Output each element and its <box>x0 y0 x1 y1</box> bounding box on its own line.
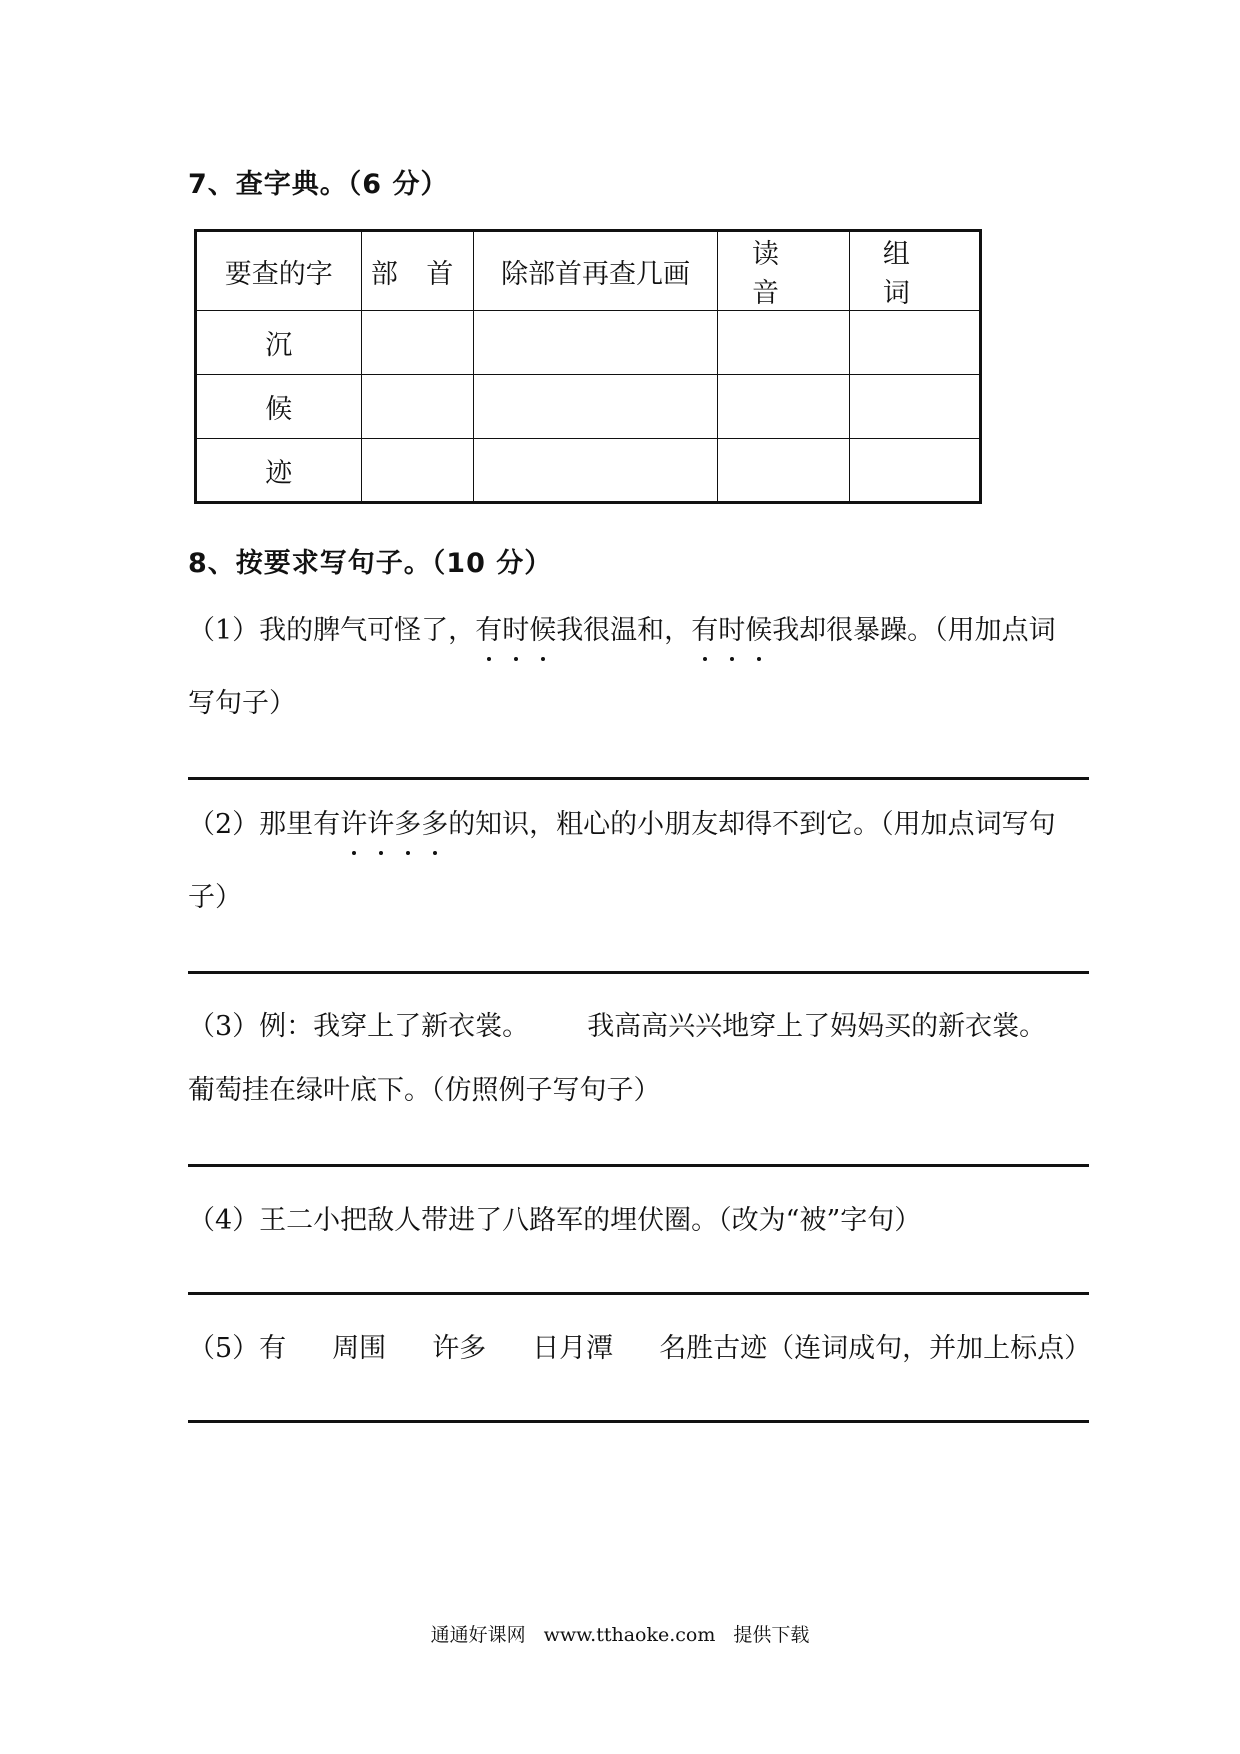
header-radical: 部 首 <box>361 231 473 311</box>
question-7-title: 7、查字典。（6 分） <box>188 169 449 200</box>
sentence-1-text-c: 我却很暴躁。（用加点词 <box>772 615 1056 646</box>
table-row <box>196 439 981 503</box>
radical-answer-cell[interactable] <box>361 439 473 503</box>
word-4: 日月潭 <box>532 1333 614 1364</box>
answer-line-4[interactable] <box>188 1292 1089 1295</box>
dotted-char: 多 <box>421 802 448 841</box>
sentence-2-line-1 <box>188 802 1056 841</box>
pronunciation-answer-cell[interactable] <box>718 439 849 503</box>
header-word: 组 词 <box>849 231 980 311</box>
header-pronunciation: 读 音 <box>718 231 849 311</box>
dotted-char: 候 <box>745 608 772 647</box>
word-answer-cell[interactable] <box>849 375 980 439</box>
sentence-5 <box>188 1326 1091 1365</box>
sentence-1-line-1 <box>188 608 1056 647</box>
dotted-char: 有 <box>475 608 502 647</box>
word-5-instruction: 名胜古迹（连词成句，并加上标点） <box>659 1333 1092 1364</box>
pronunciation-answer-cell[interactable] <box>718 311 849 375</box>
answer-line-1[interactable] <box>188 777 1089 780</box>
sentence-3-line-2: 葡萄挂在绿叶底下。（仿照例子写句子） <box>188 1075 661 1106</box>
answer-line-2[interactable] <box>188 971 1089 974</box>
dotted-char: 时 <box>718 608 745 647</box>
sentence-3-example: （3）例：我穿上了新衣裳。 <box>188 1011 530 1042</box>
word-answer-cell[interactable] <box>849 311 980 375</box>
word-3: 许多 <box>432 1333 487 1364</box>
header-char: 要查的字 <box>196 231 362 311</box>
strokes-answer-cell[interactable] <box>473 439 718 503</box>
dotted-char: 时 <box>502 608 529 647</box>
sentence-1-text-b: 我很温和， <box>556 615 692 646</box>
char-cell: 沉 <box>196 311 362 375</box>
sentence-2-line-2: 子） <box>188 882 242 913</box>
dotted-char: 候 <box>529 608 556 647</box>
word-answer-cell[interactable] <box>849 439 980 503</box>
footer <box>0 1620 1240 1647</box>
footer-download-text: 提供下载 <box>733 1624 810 1646</box>
answer-line-3[interactable] <box>188 1164 1089 1167</box>
strokes-answer-cell[interactable] <box>473 375 718 439</box>
char-cell: 候 <box>196 375 362 439</box>
footer-url[interactable]: www.tthaoke.com <box>543 1624 716 1646</box>
answer-line-5[interactable] <box>188 1420 1089 1423</box>
table-row <box>196 311 981 375</box>
sentence-1-line-2: 写句子） <box>188 688 296 719</box>
table-row <box>196 375 981 439</box>
dotted-char: 许 <box>340 802 367 841</box>
word-2: 周围 <box>332 1333 387 1364</box>
question-8-title: 8、按要求写句子。（10 分） <box>188 548 553 579</box>
word-1: （5）有 <box>188 1333 287 1364</box>
sentence-3-expanded: 我高高兴兴地穿上了妈妈买的新衣裳。 <box>587 1011 1047 1042</box>
footer-site-name: 通通好课网 <box>430 1624 526 1646</box>
sentence-1-text-a: （1）我的脾气可怪了， <box>188 615 476 646</box>
dotted-char: 有 <box>691 608 718 647</box>
radical-answer-cell[interactable] <box>361 375 473 439</box>
dotted-char: 多 <box>394 802 421 841</box>
table-header-row <box>196 231 981 311</box>
pronunciation-answer-cell[interactable] <box>718 375 849 439</box>
header-strokes: 除部首再查几画 <box>473 231 718 311</box>
sentence-2-text-b: 的知识，粗心的小朋友却得不到它。（用加点词写句 <box>448 809 1056 840</box>
dotted-char: 许 <box>367 802 394 841</box>
sentence-4: （4）王二小把敌人带进了八路军的埋伏圈。（改为“被”字句） <box>188 1205 922 1236</box>
sentence-2-text-a: （2）那里有 <box>188 809 341 840</box>
char-cell: 迹 <box>196 439 362 503</box>
sentence-3-line-1 <box>188 1004 1046 1043</box>
dictionary-table <box>194 229 982 504</box>
radical-answer-cell[interactable] <box>361 311 473 375</box>
strokes-answer-cell[interactable] <box>473 311 718 375</box>
